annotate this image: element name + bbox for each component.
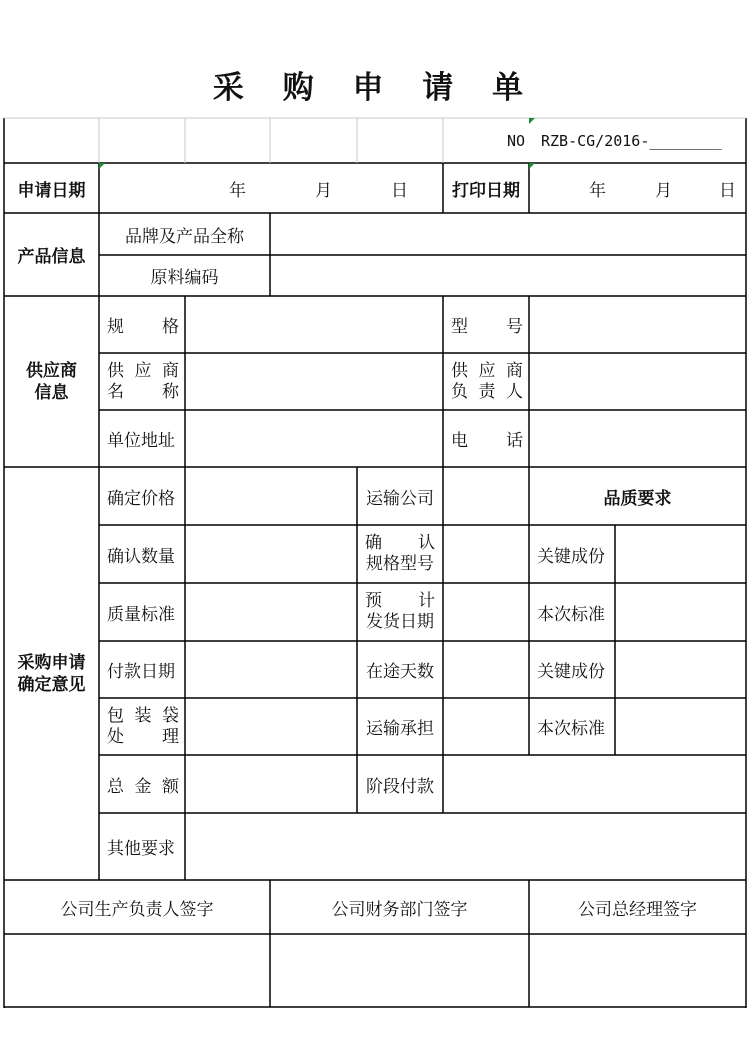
total-amount-label (99, 755, 185, 813)
label-char: 处 (107, 726, 124, 747)
label-char: 责 (478, 381, 496, 402)
supplier-name-input[interactable] (185, 353, 443, 410)
label-char: 名 (107, 381, 124, 402)
phone-char: 话 (506, 431, 523, 451)
apply-date-day: 日 (391, 180, 408, 201)
label-char: 称 (162, 381, 179, 402)
label-char: 负 (451, 381, 468, 402)
phone-label (443, 410, 529, 467)
doc-no-label: NO (506, 131, 525, 150)
gm-signature-box[interactable] (529, 934, 746, 1007)
bag-handling-input[interactable] (185, 698, 357, 755)
label-char: 理 (162, 726, 179, 747)
bag-handling-label (99, 698, 185, 755)
finance-signature-label: 公司财务部门签字 (331, 899, 468, 920)
spec-char: 格 (162, 317, 179, 337)
label-char: 装 (134, 705, 152, 726)
this-std-input[interactable] (615, 583, 746, 641)
transport-bear-label: 运输承担 (366, 719, 434, 739)
apply-date-label: 申请日期 (17, 180, 86, 201)
spec-input[interactable] (185, 296, 443, 353)
spec-char: 规 (107, 317, 124, 337)
this-std-input[interactable] (615, 698, 746, 755)
brand-input[interactable] (270, 213, 746, 255)
label-char: 认 (418, 533, 435, 553)
label-char: 应 (134, 360, 152, 381)
print-date-month: 月 (655, 180, 672, 201)
quality-req-label: 品质要求 (603, 488, 672, 509)
pay-date-input[interactable] (185, 641, 357, 698)
stage-payment-label: 阶段付款 (366, 776, 434, 797)
label-char: 商 (506, 360, 523, 381)
finance-signature-box[interactable] (270, 934, 529, 1007)
confirm-qty-input[interactable] (185, 525, 357, 583)
planned-ship-input[interactable] (443, 583, 529, 641)
key-component-input[interactable] (615, 525, 746, 583)
other-req-label: 其他要求 (107, 839, 175, 859)
label-text: 发货日期 (366, 612, 434, 632)
label-char: 总 (107, 776, 124, 797)
confirm-spec-input[interactable] (443, 525, 529, 583)
phone-input[interactable] (529, 410, 746, 467)
confirm-spec-label (357, 525, 443, 583)
brand-label: 品牌及产品全称 (125, 226, 244, 247)
this-std-label: 本次标准 (537, 604, 605, 625)
label-char: 金 (134, 776, 152, 797)
confirm-qty-label: 确认数量 (107, 546, 175, 567)
supplier-name-label (99, 353, 185, 410)
transport-company-input[interactable] (443, 467, 529, 525)
label-char: 袋 (162, 705, 179, 726)
key-component-input[interactable] (615, 641, 746, 698)
label-char: 人 (506, 381, 523, 402)
planned-ship-label (357, 583, 443, 641)
page-title: 采 购 申 请 单 (212, 70, 538, 106)
other-req-input[interactable] (185, 813, 746, 880)
quality-std-input[interactable] (185, 583, 357, 641)
supplier-info-label (4, 296, 99, 467)
apply-date-field[interactable] (99, 163, 443, 213)
address-input[interactable] (185, 410, 443, 467)
print-date-field[interactable] (529, 163, 746, 213)
label-char: 额 (162, 776, 179, 797)
label-char: 供 (451, 360, 468, 381)
confirm-price-label: 确定价格 (107, 488, 175, 509)
print-date-year: 年 (589, 180, 606, 201)
material-code-label: 原料编码 (150, 268, 219, 288)
apply-date-month: 月 (315, 180, 332, 201)
supplier-person-input[interactable] (529, 353, 746, 410)
purchase-confirm-line2: 确定意见 (17, 674, 86, 695)
purchase-confirm-label (4, 467, 99, 880)
print-date-label: 打印日期 (452, 180, 520, 201)
label-text: 规格型号 (366, 554, 434, 574)
doc-no-value[interactable]: RZB-CG/2016-________ (541, 131, 722, 150)
supplier-info-text: 供应商信息 (26, 360, 77, 403)
label-char: 商 (162, 360, 179, 381)
label-char: 供 (107, 360, 124, 381)
transport-bear-input[interactable] (443, 698, 529, 755)
product-info-label: 产品信息 (17, 247, 86, 267)
purchase-confirm-line1: 采购申请 (17, 652, 86, 673)
key-component-label: 关键成份 (537, 662, 605, 682)
model-input[interactable] (529, 296, 746, 353)
supplier-person-label (443, 353, 529, 410)
gm-signature-label: 公司总经理签字 (578, 899, 697, 920)
stage-payment-input[interactable] (443, 755, 746, 813)
material-code-input[interactable] (270, 255, 746, 296)
label-char: 确 (365, 533, 382, 553)
pay-date-label: 付款日期 (107, 662, 175, 682)
this-std-label: 本次标准 (537, 719, 605, 739)
production-signature-label: 公司生产负责人签字 (60, 899, 214, 920)
quality-std-label: 质量标准 (107, 604, 175, 625)
production-signature-box[interactable] (4, 934, 270, 1007)
address-label: 单位地址 (107, 431, 175, 451)
label-char: 包 (107, 705, 124, 726)
key-component-label: 关键成份 (537, 546, 605, 567)
model-char: 型 (451, 317, 468, 337)
apply-date-year: 年 (229, 180, 246, 201)
total-amount-input[interactable] (185, 755, 357, 813)
phone-char: 电 (451, 431, 468, 451)
label-char: 预 (365, 591, 382, 611)
model-char: 号 (506, 317, 523, 337)
model-label (443, 296, 529, 353)
transport-company-label: 运输公司 (366, 488, 434, 509)
transit-days-label: 在途天数 (366, 662, 434, 682)
spec-label (99, 296, 185, 353)
label-char: 应 (478, 360, 496, 381)
confirm-price-input[interactable] (185, 467, 357, 525)
transit-days-input[interactable] (443, 641, 529, 698)
print-date-day: 日 (719, 180, 736, 201)
label-char: 计 (418, 591, 435, 611)
